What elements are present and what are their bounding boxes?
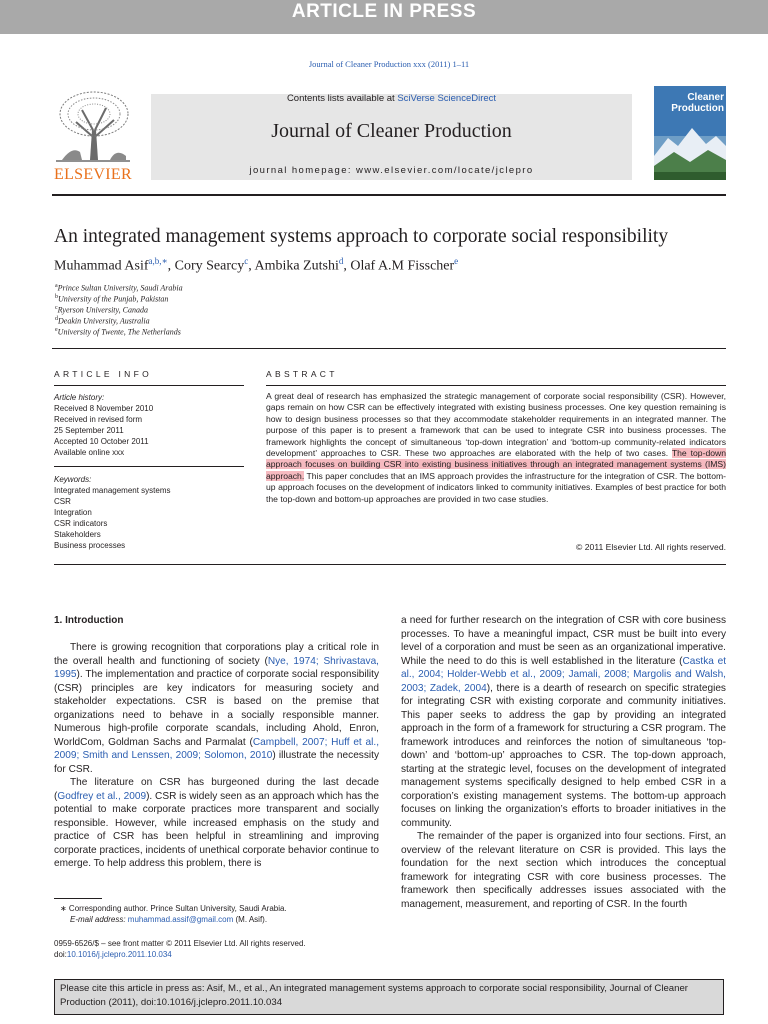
sciencedirect-link[interactable]: SciVerse ScienceDirect <box>397 93 497 104</box>
author-affiliation-marks[interactable]: a,b,∗ <box>148 256 168 266</box>
body-column-left <box>54 641 379 871</box>
article-in-press-banner: ARTICLE IN PRESS <box>0 0 768 34</box>
affiliation-mark: e <box>55 327 58 333</box>
author-separator: , <box>248 258 255 274</box>
body-column-right <box>401 614 726 911</box>
doi-line <box>54 949 384 960</box>
paragraph <box>401 830 726 911</box>
paragraph <box>54 776 379 871</box>
email-note <box>70 915 390 926</box>
keywords-divider <box>54 466 244 467</box>
cover-title-line1: Cleaner <box>687 92 724 103</box>
footnote-divider <box>54 898 102 899</box>
citation-link[interactable]: Godfrey et al., 2009 <box>57 790 147 802</box>
author-name: Olaf A.M Fisscher <box>350 258 455 274</box>
section-heading-introduction: 1. Introduction <box>54 615 124 626</box>
abstract-body <box>266 391 726 505</box>
affiliation-text: Deakin University, Australia <box>58 316 150 326</box>
paragraph <box>401 614 726 830</box>
paragraph <box>54 641 379 776</box>
header-divider <box>52 194 726 196</box>
affiliation-mark: b <box>55 294 58 300</box>
keyword-item: Stakeholders <box>54 530 101 539</box>
elsevier-wordmark: ELSEVIER <box>54 166 132 183</box>
citation-link[interactable]: Castka et al., 2004; Holder-Webb et al., 2009; Jamali, 2008; Margolis and Walsh, 2003; Zadek, 2004 <box>401 655 726 694</box>
abstract-divider <box>266 385 726 386</box>
author-affiliation-marks[interactable]: e <box>454 256 459 266</box>
email-suffix: (M. Asif). <box>233 915 268 924</box>
affiliation-text: Prince Sultan University, Saudi Arabia <box>57 283 183 293</box>
affiliation-text: University of the Punjab, Pakistan <box>58 294 169 304</box>
history-item: Received in revised form <box>54 415 143 424</box>
affiliation-text: Ryerson University, Canada <box>57 305 148 315</box>
article-title: An integrated management systems approach to corporate social responsibility <box>54 226 669 247</box>
keyword-item: CSR indicators <box>54 519 108 528</box>
issn-line: 0959-6526/$ – see front matter © 2011 Elsevier Ltd. All rights reserved. <box>54 939 306 948</box>
affiliation-text: University of Twente, The Netherlands <box>57 327 181 337</box>
author-name: Cory Searcy <box>174 258 245 274</box>
doi-link[interactable]: 10.1016/j.jclepro.2011.10.034 <box>66 950 172 959</box>
author-name: Muhammad Asif <box>54 258 149 274</box>
journal-reference-link[interactable]: Journal of Cleaner Production xxx (2011) 1–11 <box>308 59 470 69</box>
article-info-heading: ARTICLE INFO <box>54 369 153 379</box>
keyword-item: Business processes <box>54 541 126 550</box>
keywords-label: Keywords: <box>54 475 92 484</box>
body-text: The remainder of the paper is organized into four sections. First, an overview of the relevant literature on CSR is provided. This lays the foundation for the next section which introduces the conceptual framework for integrating CSR with core business processes. The framework then specifically addresses issues associated with the management, measurement, and reporting of CSR. In the fourth <box>401 831 726 910</box>
journal-homepage-link[interactable]: journal homepage: www.elsevier.com/locate/jclepro <box>249 165 534 176</box>
body-text: There is growing recognition that corporations play a critical role in the overall health and functioning of society ( <box>54 642 379 667</box>
email-link[interactable]: muhammad.assif@gmail.com <box>127 915 234 924</box>
author-name: Ambika Zutshi <box>254 258 339 274</box>
history-item: Accepted 10 October 2011 <box>54 437 149 446</box>
contents-prefix: Contents lists available at <box>286 93 398 104</box>
history-item: Received 8 November 2010 <box>54 404 154 413</box>
body-text: a need for further research on the integration of CSR with core business processes. To have a meaningful impact, CSR must be built into every level of a corporation and must be seen as an organizational imperative. While the need to do this is well established in the literature ( <box>401 615 726 667</box>
cover-title <box>658 92 724 114</box>
citation-link[interactable]: Nye, 1974; Shrivastava, 1995 <box>54 655 379 680</box>
front-matter-divider <box>54 564 726 565</box>
body-text: ) illustrate the necessity for CSR. <box>54 750 379 775</box>
article-info-divider <box>54 385 244 386</box>
citation-box: Please cite this article in press as: Asif, M., et al., An integrated management systems approach to corporate social responsibility, Journal of Cleaner Production (2011), doi:10.1016/j.jclepro.2011.10.034 <box>54 979 724 1015</box>
cover-title-line2: Production <box>671 103 724 114</box>
keyword-item: CSR <box>54 497 71 506</box>
body-text: ). CSR is widely seen as an approach which has the potential to make corporate practices more transparent and socially responsible. However, while increased emphasis on the study and practice of CSR has been helpful in streamlining and improving corporate practices, incidents of unethical corporate behavior continue to emerge. To help address this problem, there is <box>54 790 379 869</box>
keyword-item: Integration <box>54 508 92 517</box>
body-text: The literature on CSR has burgeoned during the last decade ( <box>54 777 379 802</box>
affiliation-divider <box>52 348 726 349</box>
email-label: E-mail address: <box>70 915 128 924</box>
doi-prefix: doi: <box>54 950 67 959</box>
keyword-item: Integrated management systems <box>54 486 171 495</box>
copyright-notice: © 2011 Elsevier Ltd. All rights reserved. <box>576 542 726 552</box>
author-separator: , <box>343 258 351 274</box>
journal-title: Journal of Cleaner Production <box>271 120 512 142</box>
keywords-list <box>54 474 244 551</box>
history-item: 25 September 2011 <box>54 426 124 435</box>
author-list <box>54 256 734 275</box>
contents-available-line <box>151 93 632 104</box>
author-affiliation-marks[interactable]: c <box>244 256 249 266</box>
corresponding-author-note: ∗ Corresponding author. Prince Sultan University, Saudi Arabia. <box>60 904 287 913</box>
journal-cover-image[interactable] <box>654 86 726 180</box>
author-affiliation-marks[interactable]: d <box>338 256 344 266</box>
affiliation-mark: c <box>55 305 58 311</box>
abstract-text-2: This paper concludes that an IMS approach provides the infrastructure for the integration of CSR. The bottom-up approach focuses on the development of indicators linked to community initiatives. Examples of best practice for both the top-down and bottom-up approaches are provided in two case studies. <box>266 470 726 504</box>
history-item: Available online xxx <box>54 448 125 457</box>
author-separator: , <box>167 258 175 274</box>
abstract-text-1: A great deal of research has emphasized the strategic management of corporate social responsibility (CSR). However, gaps remain on how CSR can be effectively integrated with existing business processes. One key question remaining is how to design business processes so that they accommodate stakeholder requirements in an integrated manner. The purpose of this paper is to present a framework that can be used to integrate CSR into business processes. The framework highlights the concept of simultaneous ‘top-down integration’ and ‘bottom-up community-related indicators development’ approaches to CSR. These two approaches are elaborated with the help of two cases. <box>266 391 726 459</box>
affiliation-mark: d <box>55 316 58 322</box>
affiliation-mark: a <box>55 283 58 289</box>
citation-link[interactable]: Campbell, 2007; Huff et al., 2009; Smith and Lenssen, 2009; Solomon, 2010 <box>54 736 379 761</box>
abstract-highlighted-sentence[interactable]: The top-down approach focuses on building CSR into existing business initiatives through an integrated management systems (IMS) approach. <box>266 448 726 481</box>
affiliation-item <box>55 325 355 338</box>
abstract-heading: ABSTRACT <box>266 369 338 379</box>
history-label: Article history: <box>54 393 105 402</box>
body-text: ), there is a dearth of research on specific strategies for integrating CSR with existing corporate and community initiatives. This paper seeks to address the gap by providing an integrated approach in the form of a framework for structuring a CSR program. The framework introduces and reinforces the notion of simultaneous ‘top-down’ and ‘bottom-up’ approaches to CSR. The top-down approach, starting at the strategic level, focuses on the development of integrated management systems specifically designed to help embed CSR in a corporation’s existing management systems. The bottom-up approach focuses on linking the organization’s efforts to broader initiatives in the community. <box>401 682 726 829</box>
body-text: ). The implementation and practice of corporate social responsibility (CSR) principles are key indicators for measuring society and stakeholder expectations. CSR is based on the premise that organizations need to behave in a socially responsible manner. Numerous high-profile corporate scandals, including Ahold, Enron, WorldCom, Goldman Sachs and Parmalat ( <box>54 669 379 748</box>
article-history <box>54 392 244 458</box>
